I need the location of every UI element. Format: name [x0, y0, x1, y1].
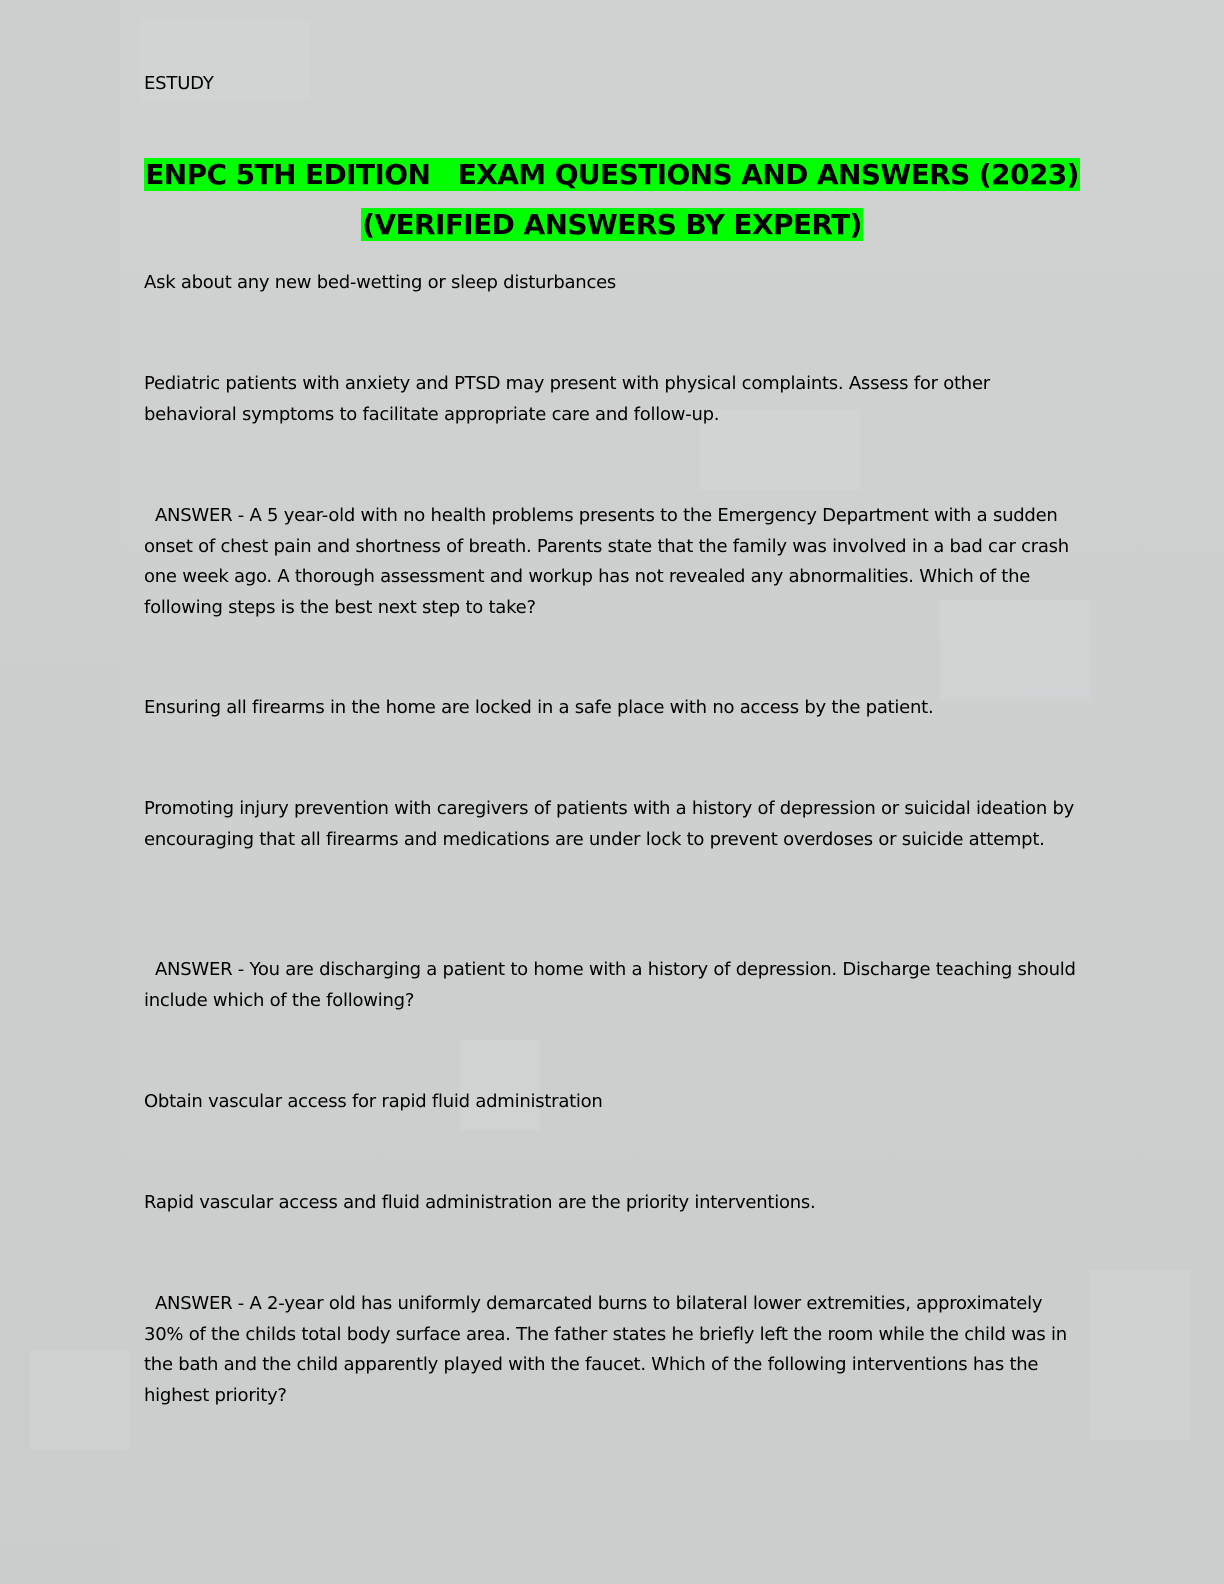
- paragraph-2: Pediatric patients with anxiety and PTSD may present with physical complaints. Assess for other behavioral symptoms to facilitate appropriate care and follow-up.: [144, 373, 990, 425]
- paragraph-7: Obtain vascular access for rapid fluid administration: [144, 1091, 603, 1112]
- paragraph-1: Ask about any new bed-wetting or sleep disturbances: [144, 272, 617, 293]
- background-patch: [1090, 1270, 1190, 1440]
- answer-paragraph-3: ANSWER - A 2-year old has uniformly demarcated burns to bilateral lower extremities, approximately 30% of the childs total body surface area. The father states he briefly left the room while the child was in the bath and the child apparently played with the faucet. Which of the following interventions has the highest priority?: [144, 1293, 1073, 1406]
- paragraph-5: Promoting injury prevention with caregivers of patients with a history of depression or suicidal ideation by encouraging that all firearms and medications are under lock to prevent overdoses or suicide attempt.: [144, 798, 1075, 850]
- answer-paragraph-1: ANSWER - A 5 year-old with no health problems presents to the Emergency Department with a sudden onset of chest pain and shortness of breath. Parents state that the family was involved in a bad car crash one week ago. A thorough assessment and workup has not revealed any abnormalities. Which of the following steps is the best next step to take?: [144, 505, 1075, 618]
- title-line-1: ENPC 5TH EDITION EXAM QUESTIONS AND ANSWERS (2023): [145, 158, 1079, 191]
- paragraph-4: Ensuring all firearms in the home are locked in a safe place with no access by the patient.: [144, 697, 934, 718]
- answer-paragraph-2: ANSWER - You are discharging a patient to home with a history of depression. Discharge teaching should include which of the following?: [144, 959, 1082, 1011]
- background-patch: [30, 1350, 130, 1450]
- document-title: [144, 150, 1080, 250]
- paragraph-8: Rapid vascular access and fluid administration are the priority interventions.: [144, 1192, 816, 1213]
- document-header-label: ESTUDY: [144, 73, 214, 94]
- title-line-2: (VERIFIED ANSWERS BY EXPERT): [362, 208, 862, 241]
